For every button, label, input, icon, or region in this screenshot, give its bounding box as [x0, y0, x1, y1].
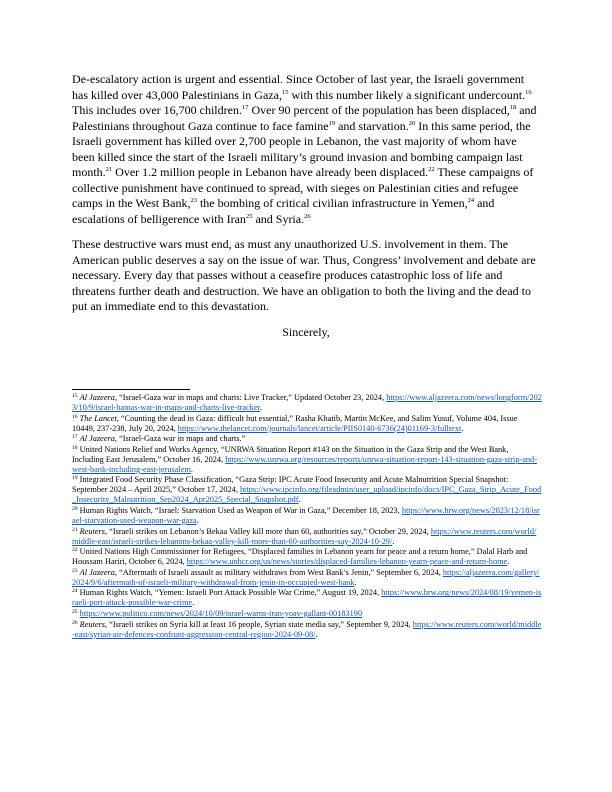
footnote-text: , “Israel-Gaza war in maps and charts.”: [114, 434, 246, 444]
body-text: with this number likely a significant undercount.: [288, 87, 526, 102]
footnote-link[interactable]: https://www.hrw.org/news/2024/08/19/yemen-israeli-port-attack-possible-war-crime: [72, 588, 542, 608]
footnote-end-punctuation: .: [507, 557, 510, 567]
footnote-source: Reuters: [79, 619, 106, 629]
body-text: These campaigns of collective punishment have continued to spread, with sieges on Palestinian cities and refugee camps in the West Bank,: [72, 165, 534, 210]
footnote-19: [72, 475, 542, 505]
footnote-link[interactable]: https://www.reuters.com/world/middle-east/syrian-air-defences-confront-aggression-central-region-2024-09-08/: [72, 619, 542, 639]
body-text: Over 90 percent of the population has been displaced,: [248, 103, 510, 117]
footnote-number: 23: [72, 567, 78, 574]
footnote-marker[interactable]: 15: [281, 88, 289, 96]
footnote-end-punctuation: .: [196, 515, 199, 525]
footnote-text: , “Israeli strikes on Syria kill at least 16 people, Syrian state media say,” September 9, 2024,: [105, 619, 413, 629]
footnote-end-punctuation: .: [192, 598, 195, 608]
footnote-source: Reuters: [79, 526, 106, 536]
footnote-number: 22: [72, 547, 78, 554]
footnote-marker[interactable]: 20: [408, 119, 416, 127]
footnote-end-punctuation: .: [190, 464, 193, 474]
footnote-23: [72, 568, 542, 588]
footnote-number: 25: [72, 608, 78, 615]
body-text: Over 1.2 million people in Lebanon have already been displaced.: [112, 165, 429, 179]
footnote-marker[interactable]: 17: [241, 104, 249, 111]
footnote-link[interactable]: https://www.unrwa.org/resources/reports/unrwa-situation-report-143-situation-gaza-strip-and-west-bank-including-east-jerusalem: [72, 454, 537, 474]
footnote-link[interactable]: https://www.unhcr.org/us/news/stories/displaced-families-lebanon-yearn-peace-and-return-home: [186, 557, 508, 567]
footnote-marker[interactable]: 23: [190, 197, 197, 204]
footnote-marker[interactable]: 26: [304, 212, 311, 220]
footnote-17: [72, 434, 542, 444]
footnote-marker[interactable]: 21: [105, 166, 113, 173]
body-paragraph-2: These destructive wars must end, as must any unauthorized U.S. involvement in them. The American public deserves a say on the issue of war. Thus, Congress’ involvement and debate are necessary. Every day that passes without a ceasefire produces catastrophic loss of life and threatens further death and destruction. We have an obligation to both the living and the dead to put an immediate end to this devastation.: [72, 237, 536, 313]
footnote-24: [72, 588, 542, 608]
footnote-text: Integrated Food Security Phase Classification, “Gaza Strip: IPC Acute Food Insecurity and Acute Malnutrition Special Snapshot: September 2024 – April 2025,” October 17, 2024,: [72, 475, 509, 495]
footnote-25: [72, 609, 542, 619]
footnote-link[interactable]: https://www.politico.com/news/2024/10/09/israel-warns-iran-yoav-gallant-00183190: [79, 608, 363, 618]
letter-body: [72, 72, 540, 340]
footnote-marker[interactable]: 16: [525, 88, 532, 96]
footnote-text: Human Rights Watch, “Yemen: Israeli Port Attack Possible War Crime,” August 19, 2024,: [79, 588, 382, 598]
footnote-marker[interactable]: 22: [428, 166, 435, 173]
body-text: and escalations of belligerence with Iran: [72, 196, 495, 226]
footnote-marker[interactable]: 19: [328, 119, 336, 127]
footnotes: [72, 393, 542, 640]
body-paragraph-1: [72, 72, 540, 227]
footnote-22: [72, 547, 542, 567]
footnote-text: , “Counting the dead in Gaza: difficult but essential,” Rasha Khatib, Martin McKee, and Salim Yusuf, Volume 404, Issue 10449, 237-238, July 20, 2024,: [72, 413, 518, 433]
footnote-source: Al Jazeera: [79, 434, 115, 444]
footnote-source: The Lancet: [79, 413, 117, 423]
footnote-number: 24: [72, 588, 78, 595]
footnote-text: United Nations Relief and Works Agency, “UNRWA Situation Report #143 on the Situation in the Gaza Strip and the West Bank, Including East Jerusalem,” October 16, 2024,: [72, 444, 509, 464]
footnote-end-punctuation: .: [298, 495, 301, 505]
footnote-end-punctuation: .: [354, 577, 357, 587]
footnote-16: [72, 414, 542, 434]
footnote-text: , “Israel-Gaza war in maps and charts: Live Tracker,” Updated October 23, 2024,: [114, 393, 387, 402]
footnote-link[interactable]: https://www.thelancet.com/journals/lancet/article/PIIS0140-6736(24)01169-3/fulltext: [177, 423, 462, 433]
footnote-number: 21: [72, 526, 78, 533]
footnote-20: [72, 506, 542, 526]
footnote-15: [72, 393, 542, 413]
footnote-link[interactable]: https://www.ipcinfo.org/fileadmin/user_upload/ipcinfo/docs/IPC_Gaza_Strip_Acute_Food_Insecurity_Malnutrition_Sep2024_Apr2025_Special_Snapshot.pdf: [72, 485, 542, 505]
footnote-source: Al Jazeera: [79, 393, 115, 402]
footnote-end-punctuation: .: [461, 423, 464, 433]
footnote-text: United Nations High Commissioner for Refugees, “Displaced families in Lebanon yearn for peace and a return home,” Dalal Harb and Houssam Hariri, October 6, 2024,: [72, 547, 528, 567]
body-text: and starvation.: [335, 118, 409, 133]
footnote-number: 16: [72, 413, 78, 420]
footnote-21: [72, 527, 542, 547]
footnote-end-punctuation: .: [392, 536, 395, 546]
body-text: In this same period, the Israeli government has killed over 2,700 people in Lebanon, the vast majority of whom have been killed since the start of the Israeli military’s ground invasion and bombing campaign last month.: [72, 118, 531, 179]
footnote-26: [72, 620, 542, 640]
footnote-link[interactable]: https://www.aljazeera.com/news/longform/2023/10/9/israel-hamas-war-in-maps-and-charts-live-tracker: [72, 393, 542, 412]
footnote-number: 19: [72, 475, 78, 482]
footnote-marker[interactable]: 18: [509, 104, 517, 111]
body-text: This includes over 16,700 children.: [72, 103, 242, 117]
footnote-text: , “Aftermath of Israeli assault as military withdraws from West Bank’s Jenin,” September 6, 2024,: [114, 567, 443, 577]
footnote-link[interactable]: https://www.hrw.org/news/2023/12/18/israel-starvation-used-weapon-war-gaza: [72, 505, 540, 525]
footnote-link[interactable]: https://aljazeera.com/gallery/2024/9/6/aftermath-of-israeli-military-withdrawal-from-jenin-in-occupied-west-bank: [72, 567, 540, 587]
body-text: the bombing of critical civilian infrastructure in Yemen,: [196, 196, 468, 210]
closing-salutation: Sincerely,: [282, 324, 330, 339]
footnote-end-punctuation: .: [259, 403, 262, 412]
footnote-text: , “Israeli strikes on Lebanon’s Bekaa Valley kill more than 60, authorities say,” October 29, 2024,: [105, 526, 431, 536]
footnote-number: 26: [72, 619, 78, 626]
footnote-marker[interactable]: 25: [245, 212, 253, 220]
footnote-separator: [72, 389, 190, 390]
body-text: De-escalatory action is urgent and essential. Since October of last year, the Israeli government has killed over 43,000 Palestinians in Gaza,: [72, 72, 525, 102]
footnote-source: Al Jazeera: [79, 567, 115, 577]
body-text: and Palestinians throughout Gaza continue to face famine: [72, 103, 537, 133]
footnote-end-punctuation: .: [315, 629, 318, 639]
footnote-number: 20: [72, 505, 78, 512]
footnote-marker[interactable]: 24: [467, 197, 475, 204]
footnote-text: Human Rights Watch, “Israel: Starvation Used as Weapon of War in Gaza,” December 18, 2023,: [79, 505, 402, 515]
footnote-link[interactable]: https://www.reuters.com/world/middle-east/israeli-strikes-lebanons-bekaa-valley-kill-more-than-60-authorities-say-2024-10-29/: [72, 526, 537, 546]
footnote-number: 18: [72, 444, 78, 451]
body-text: and Syria.: [252, 211, 305, 226]
footnote-number: 17: [72, 434, 78, 441]
footnote-number: 15: [72, 393, 78, 399]
footnote-18: [72, 445, 542, 475]
